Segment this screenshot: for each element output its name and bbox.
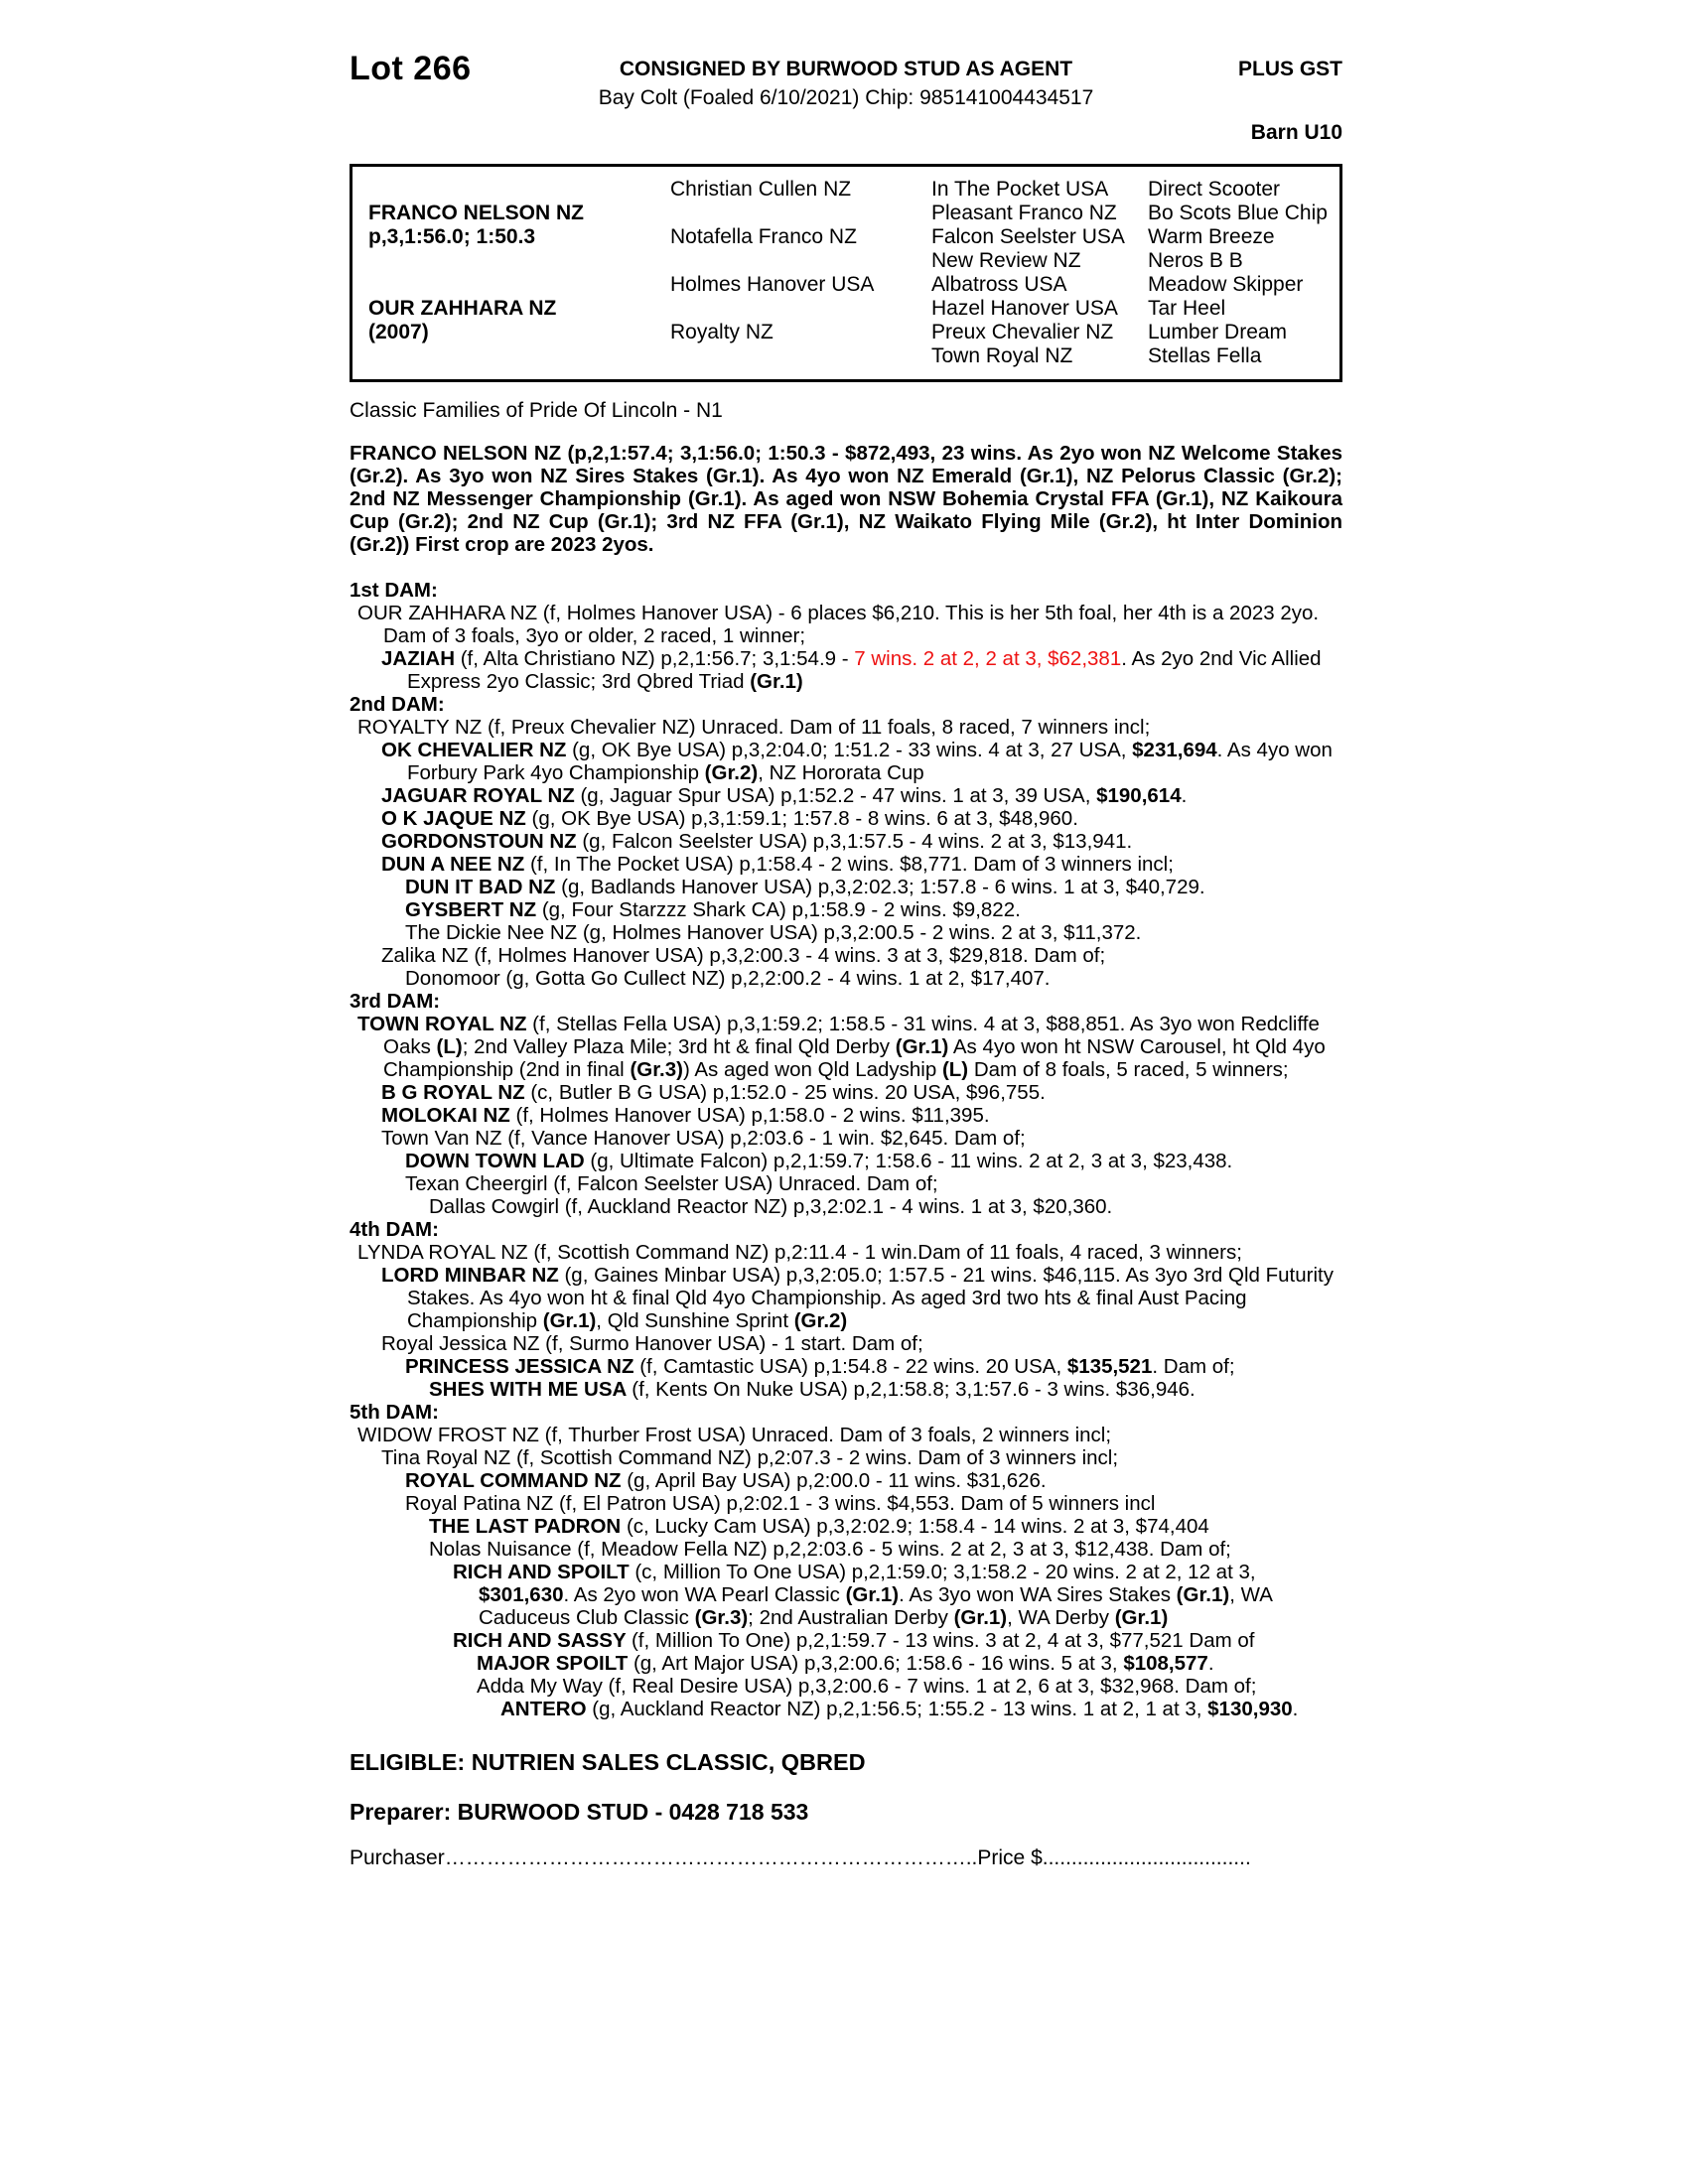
entry-text-segment: (Gr.1): [750, 670, 803, 693]
entry-text-segment: $190,614: [1096, 784, 1182, 807]
entry-text-segment: (f, Holmes Hanover USA) p,1:58.0 - 2 wins. $11,395.: [515, 1104, 990, 1127]
entry-text-segment: (f, Million To One) p,2,1:59.7 - 13 wins. 3 at 2, 4 at 3, $77,521 Dam of: [631, 1629, 1255, 1652]
pedigree-entry: [350, 1424, 1342, 1446]
entry-text-segment: Royal Patina NZ (f, El Patron USA) p,2:02.1 - 3 wins. $4,553. Dam of 5 winners incl: [405, 1492, 1156, 1515]
entry-text-segment: OK CHEVALIER NZ: [381, 739, 573, 761]
pedigree-cell: Meadow Skipper: [1148, 273, 1304, 296]
entry-text-segment: DUN IT BAD NZ: [405, 876, 562, 898]
gst-note: PLUS GST: [1237, 58, 1342, 80]
pedigree-entry: [350, 1195, 1342, 1218]
pedigree-entry: [350, 1469, 1342, 1492]
preparer-line: Preparer: BURWOOD STUD - 0428 718 533: [350, 1799, 809, 1825]
purchaser-signature-line: [350, 1846, 1342, 1870]
entry-text-segment: JAGUAR ROYAL NZ: [381, 784, 581, 807]
pedigree-cell: Notafella Franco NZ: [670, 225, 857, 248]
entry-text-segment: , NZ Hororata Cup: [758, 761, 924, 784]
entry-text-segment: . As 3yo won WA Sires Stakes: [899, 1583, 1177, 1606]
pedigree-entry: [350, 876, 1342, 898]
pedigree-cell: Falcon Seelster USA: [931, 225, 1125, 248]
entry-text-segment: . As 2yo won WA Pearl Classic: [563, 1583, 846, 1606]
entry-text-segment: , Qld Sunshine Sprint: [596, 1309, 794, 1332]
pedigree-cell: Stellas Fella: [1148, 344, 1262, 367]
entry-text-segment: (g, Falcon Seelster USA) p,3,1:57.5 - 4 wins. 2 at 3, $13,941.: [582, 830, 1133, 853]
dam-section-heading: 5th DAM:: [350, 1401, 439, 1424]
consignor-line: CONSIGNED BY BURWOOD STUD AS AGENT: [619, 58, 1073, 80]
pedigree-cell: p,3,1:56.0; 1:50.3: [368, 225, 536, 248]
pedigree-entry: [350, 1492, 1342, 1515]
sire-summary-paragraph: FRANCO NELSON NZ (p,2,1:57.4; 3,1:56.0; 1:50.3 - $872,493, 23 wins. As 2yo won NZ Welcome Stakes (Gr.2). As 3yo won NZ Sires Stakes (Gr.1). As 4yo won NZ Emerald (Gr.1), NZ Pelorus Classic (Gr.2); 2nd NZ Messenger Championship (Gr.1). As aged won NSW Bohemia Crystal FFA (Gr.1), NZ Kaikoura Cup (Gr.2); 2nd NZ Cup (Gr.1); 3rd NZ FFA (Gr.1), NZ Waikato Flying Mile (Gr.2), ht Inter Dominion (Gr.2)) First crop are 2023 2yos.: [350, 442, 1342, 556]
entry-text-segment: As 4yo won ht NSW Carousel, ht Qld 4yo Championship (2nd in final: [383, 1035, 1326, 1081]
purchaser-dotted-leader: …………………………………………………………………..: [444, 1846, 978, 1869]
entry-text-segment: (g, Jaguar Spur USA) p,1:52.2 - 47 wins. 1 at 3, 39 USA,: [580, 784, 1097, 807]
pedigree-cell: Preux Chevalier NZ: [931, 321, 1114, 343]
classic-families-note: Classic Families of Pride Of Lincoln - N1: [350, 399, 723, 422]
pedigree-entry: [350, 1127, 1342, 1150]
entry-text-segment: GORDONSTOUN NZ: [381, 830, 583, 853]
dam-section-heading: 1st DAM:: [350, 579, 438, 602]
pedigree-cell: Warm Breeze: [1148, 225, 1275, 248]
entry-text-segment: LORD MINBAR NZ: [381, 1264, 565, 1287]
entry-text-segment: RICH AND SASSY: [453, 1629, 632, 1652]
entry-text-segment: (Gr.3): [694, 1606, 749, 1629]
entry-text-segment: $301,630: [479, 1583, 564, 1606]
dam-sections: [350, 579, 1342, 1720]
entry-text-segment: (c, Lucky Cam USA) p,3,2:02.9; 1:58.4 - 14 wins. 2 at 3, $74,404: [626, 1515, 1209, 1538]
pedigree-cell: Tar Heel: [1148, 297, 1226, 320]
pedigree-entry: [350, 1013, 1342, 1081]
pedigree-cell: In The Pocket USA: [931, 178, 1109, 201]
pedigree-cell: [368, 344, 670, 368]
entry-text-segment: DUN A NEE NZ: [381, 853, 530, 876]
entry-text-segment: SHES WITH ME USA: [429, 1378, 633, 1401]
page-header: [350, 50, 1342, 164]
entry-text-segment: . Dam of;: [1152, 1355, 1235, 1378]
entry-text-segment: (g, OK Bye USA) p,3,2:04.0; 1:51.2 - 33 wins. 4 at 3, 27 USA,: [572, 739, 1133, 761]
entry-text-segment: O K JAQUE NZ: [381, 807, 532, 830]
entry-text-segment: RICH AND SPOILT: [453, 1561, 635, 1583]
pedigree-cell: Albatross USA: [931, 273, 1067, 296]
pedigree-entry: [350, 853, 1342, 876]
entry-text-segment: (Gr.3): [630, 1058, 683, 1081]
entry-text-segment: .: [1181, 784, 1188, 807]
lot-number: Lot 266: [350, 50, 472, 87]
entry-text-segment: B G ROYAL NZ: [381, 1081, 531, 1104]
entry-text-segment: (f, Kents On Nuke USA) p,2,1:58.8; 3,1:57.6 - 3 wins. $36,946.: [632, 1378, 1196, 1401]
pedigree-cell: [670, 249, 931, 273]
page-content: [350, 50, 1342, 1870]
pedigree-cell: [368, 273, 670, 297]
pedigree-cell: Lumber Dream: [1148, 321, 1288, 343]
entry-text-segment: (g, Four Starzzz Shark CA) p,1:58.9 - 2 wins. $9,822.: [541, 898, 1021, 921]
pedigree-entry: [350, 898, 1342, 921]
pedigree-cell: Bo Scots Blue Chip: [1148, 202, 1328, 224]
entry-text-segment: Nolas Nuisance (f, Meadow Fella NZ) p,2,2:03.6 - 5 wins. 2 at 2, 3 at 3, $12,438. Dam of;: [429, 1538, 1231, 1561]
pedigree-cell: Hazel Hanover USA: [931, 297, 1118, 320]
pedigree-entry: [350, 1378, 1342, 1401]
pedigree-entry: [350, 944, 1342, 967]
entry-text-segment: (Gr.1): [845, 1583, 900, 1606]
pedigree-cell: [368, 178, 670, 202]
pedigree-cell: Christian Cullen NZ: [670, 178, 852, 201]
dam-section-heading: 3rd DAM:: [350, 990, 441, 1013]
pedigree-entry: [350, 1104, 1342, 1127]
pedigree-cell: New Review NZ: [931, 249, 1081, 272]
entry-text-segment: .: [1292, 1698, 1299, 1720]
entry-text-segment: ANTERO: [500, 1698, 593, 1720]
pedigree-entry: [350, 716, 1342, 739]
price-label: Price $: [977, 1846, 1043, 1869]
entry-text-segment: $231,694: [1132, 739, 1217, 761]
pedigree-cell: (2007): [368, 321, 429, 343]
entry-text-segment: (L): [941, 1058, 969, 1081]
entry-text-segment: (g, Ultimate Falcon) p,2,1:59.7; 1:58.6 - 11 wins. 2 at 2, 3 at 3, $23,438.: [590, 1150, 1233, 1172]
entry-text-segment: (f, In The Pocket USA) p,1:58.4 - 2 wins. $8,771. Dam of 3 winners incl;: [529, 853, 1174, 876]
entry-text-segment: $108,577: [1123, 1652, 1208, 1675]
pedigree-entry: [350, 1332, 1342, 1355]
entry-text-segment: (Gr.2): [793, 1309, 848, 1332]
entry-text-segment: PRINCESS JESSICA NZ: [405, 1355, 640, 1378]
pedigree-cell: [670, 202, 931, 225]
pedigree-entry: [350, 921, 1342, 944]
entry-text-segment: (Gr.2): [704, 761, 759, 784]
entry-text-segment: TOWN ROYAL NZ: [357, 1013, 533, 1035]
entry-text-segment: ROYAL COMMAND NZ: [405, 1469, 628, 1492]
entry-text-segment: Dallas Cowgirl (f, Auckland Reactor NZ) p,3,2:02.1 - 4 wins. 1 at 3, $20,360.: [429, 1195, 1113, 1218]
pedigree-entry: [350, 1561, 1342, 1629]
pedigree-cell: Holmes Hanover USA: [670, 273, 875, 296]
pedigree-entry: [350, 739, 1342, 784]
pedigree-cell: Town Royal NZ: [931, 344, 1073, 367]
entry-text-segment: Adda My Way (f, Real Desire USA) p,3,2:00.6 - 7 wins. 1 at 2, 6 at 3, $32,968. Dam of;: [477, 1675, 1257, 1698]
pedigree-entry: [350, 1150, 1342, 1172]
entry-text-segment: Dam of 8 foals, 5 raced, 5 winners;: [968, 1058, 1289, 1081]
entry-text-segment: (Gr.1): [542, 1309, 597, 1332]
entry-text-segment: (g, April Bay USA) p,2:00.0 - 11 wins. $31,626.: [627, 1469, 1047, 1492]
entry-text-segment: (c, Million To One USA) p,2,1:59.0; 3,1:58.2 - 20 wins. 2 at 2, 12 at 3,: [634, 1561, 1256, 1583]
pedigree-cell: OUR ZAHHARA NZ: [368, 297, 557, 320]
entry-text-segment: (Gr.1): [1176, 1583, 1230, 1606]
pedigree-entry: [350, 1629, 1342, 1652]
entry-text-segment: DOWN TOWN LAD: [405, 1150, 591, 1172]
entry-text-segment: (g, OK Bye USA) p,3,1:59.1; 1:57.8 - 8 wins. 6 at 3, $48,960.: [531, 807, 1078, 830]
pedigree-cell: FRANCO NELSON NZ: [368, 202, 584, 224]
entry-text-segment: ROYALTY NZ (f, Preux Chevalier NZ) Unraced. Dam of 11 foals, 8 raced, 7 winners incl;: [357, 716, 1151, 739]
entry-text-segment: Texan Cheergirl (f, Falcon Seelster USA) Unraced. Dam of;: [405, 1172, 938, 1195]
entry-text-segment: (g, Gaines Minbar USA) p,3,2:05.0; 1:57.5 - 21 wins. $46,115. As 3yo 3rd Qld Futurity Stakes. As 4yo won ht & final Qld 4yo Championship. As aged 3rd two hts & final Aust Pacing Championship: [407, 1264, 1334, 1332]
pedigree-cell: [670, 297, 931, 321]
pedigree-entry: [350, 1264, 1342, 1332]
foal-description: Bay Colt (Foaled 6/10/2021) Chip: 985141004434517: [598, 86, 1094, 109]
pedigree-cell: [670, 344, 931, 368]
pedigree-cell: Pleasant Franco NZ: [931, 202, 1117, 224]
pedigree-entry: [350, 784, 1342, 807]
pedigree-entry: [350, 967, 1342, 990]
entry-text-segment: . As 2yo 2nd Vic Allied Express 2yo Classic; 3rd Qbred Triad: [407, 647, 1322, 693]
barn-number: Barn U10: [1250, 121, 1342, 144]
entry-text-segment: Donomoor (g, Gotta Go Cullect NZ) p,2,2:00.2 - 4 wins. 1 at 2, $17,407.: [405, 967, 1051, 990]
pedigree-cell: Direct Scooter: [1148, 178, 1281, 201]
entry-text-segment: (c, Butler B G USA) p,1:52.0 - 25 wins. 20 USA, $96,755.: [530, 1081, 1046, 1104]
dam-section-heading: 4th DAM:: [350, 1218, 439, 1241]
entry-text-segment: OUR ZAHHARA NZ (f, Holmes Hanover USA) - 6 places $6,210. This is her 5th foal, her 4th is a 2023 2yo. Dam of 3 foals, 3yo or older, 2 raced, 1 winner;: [357, 602, 1320, 647]
pedigree-table: [350, 164, 1342, 382]
entry-text-segment: ; 2nd Australian Derby: [748, 1606, 954, 1629]
entry-text-segment: (g, Badlands Hanover USA) p,3,2:02.3; 1:57.8 - 6 wins. 1 at 3, $40,729.: [561, 876, 1205, 898]
purchaser-label: Purchaser: [350, 1846, 445, 1869]
eligibility-line: ELIGIBLE: NUTRIEN SALES CLASSIC, QBRED: [350, 1749, 866, 1775]
pedigree-cell: Royalty NZ: [670, 321, 774, 343]
pedigree-cell: Neros B B: [1148, 249, 1243, 272]
pedigree-entry: [350, 830, 1342, 853]
pedigree-entry: [350, 1515, 1342, 1538]
pedigree-entry: [350, 1355, 1342, 1378]
entry-text-segment: (f, Alta Christiano NZ) p,2,1:56.7; 3,1:54.9 -: [460, 647, 855, 670]
entry-text-segment: Zalika NZ (f, Holmes Hanover USA) p,3,2:00.3 - 4 wins. 3 at 3, $29,818. Dam of;: [381, 944, 1106, 967]
entry-text-segment: $135,521: [1066, 1355, 1153, 1378]
entry-text-segment: Town Van NZ (f, Vance Hanover USA) p,2:03.6 - 1 win. $2,645. Dam of;: [381, 1127, 1026, 1150]
entry-text-segment: THE LAST PADRON: [429, 1515, 627, 1538]
pedigree-entry: [350, 1538, 1342, 1561]
entry-text-segment: (Gr.1): [895, 1035, 949, 1058]
pedigree-entry: [350, 602, 1342, 647]
entry-text-segment: , WA Caduceus Club Classic: [479, 1583, 1272, 1629]
entry-text-segment: (Gr.1): [953, 1606, 1008, 1629]
entry-text-segment: (Gr.1): [1114, 1606, 1169, 1629]
entry-text-segment: WIDOW FROST NZ (f, Thurber Frost USA) Unraced. Dam of 3 foals, 2 winners incl;: [357, 1424, 1112, 1446]
entry-text-segment: MAJOR SPOILT: [477, 1652, 633, 1675]
entry-text-segment: ) As aged won Qld Ladyship: [682, 1058, 942, 1081]
entry-text-segment: .: [1207, 1652, 1214, 1675]
pedigree-entry: [350, 1241, 1342, 1264]
entry-text-segment: . As 4yo won Forbury Park 4yo Championship: [407, 739, 1333, 784]
pedigree-entry: [350, 647, 1342, 693]
entry-text-segment: The Dickie Nee NZ (g, Holmes Hanover USA) p,3,2:00.5 - 2 wins. 2 at 3, $11,372.: [405, 921, 1142, 944]
pedigree-entry: [350, 1172, 1342, 1195]
pedigree-entry: [350, 1675, 1342, 1698]
pedigree-entry: [350, 1081, 1342, 1104]
pedigree-entry: [350, 1446, 1342, 1469]
entry-text-segment: (f, Camtastic USA) p,1:54.8 - 22 wins. 20 USA,: [639, 1355, 1067, 1378]
entry-text-segment: (f, Stellas Fella USA) p,3,1:59.2; 1:58.5 - 31 wins. 4 at 3, $88,851. As 3yo won Redcliffe Oaks: [383, 1013, 1320, 1058]
pedigree-entry: [350, 1652, 1342, 1675]
dam-section-heading: 2nd DAM:: [350, 693, 445, 716]
entry-text-segment: MOLOKAI NZ: [381, 1104, 516, 1127]
entry-text-segment: (g, Auckland Reactor NZ) p,2,1:56.5; 1:55.2 - 13 wins. 1 at 2, 1 at 3,: [592, 1698, 1208, 1720]
entry-text-segment: Tina Royal NZ (f, Scottish Command NZ) p,2:07.3 - 2 wins. Dam of 3 winners incl;: [381, 1446, 1119, 1469]
entry-text-segment: LYNDA ROYAL NZ (f, Scottish Command NZ) p,2:11.4 - 1 win.Dam of 11 foals, 4 raced, 3 winners;: [357, 1241, 1242, 1264]
price-dotted-leader: ....................................: [1042, 1846, 1251, 1869]
pedigree-entry: [350, 807, 1342, 830]
entry-text-segment: ; 2nd Valley Plaza Mile; 3rd ht & final Qld Derby: [462, 1035, 896, 1058]
entry-text-segment: Royal Jessica NZ (f, Surmo Hanover USA) - 1 start. Dam of;: [381, 1332, 923, 1355]
pedigree-cell: [368, 249, 670, 273]
entry-text-segment: GYSBERT NZ: [405, 898, 542, 921]
entry-text-segment: $130,930: [1207, 1698, 1293, 1720]
entry-text-segment: JAZIAH: [381, 647, 461, 670]
entry-text-segment: (g, Art Major USA) p,3,2:00.6; 1:58.6 - 16 wins. 5 at 3,: [633, 1652, 1124, 1675]
entry-text-segment: , WA Derby: [1007, 1606, 1115, 1629]
highlighted-race-record: 7 wins. 2 at 2, 2 at 3, $62,381: [854, 647, 1122, 670]
pedigree-entry: [350, 1698, 1342, 1720]
entry-text-segment: (L): [436, 1035, 463, 1058]
